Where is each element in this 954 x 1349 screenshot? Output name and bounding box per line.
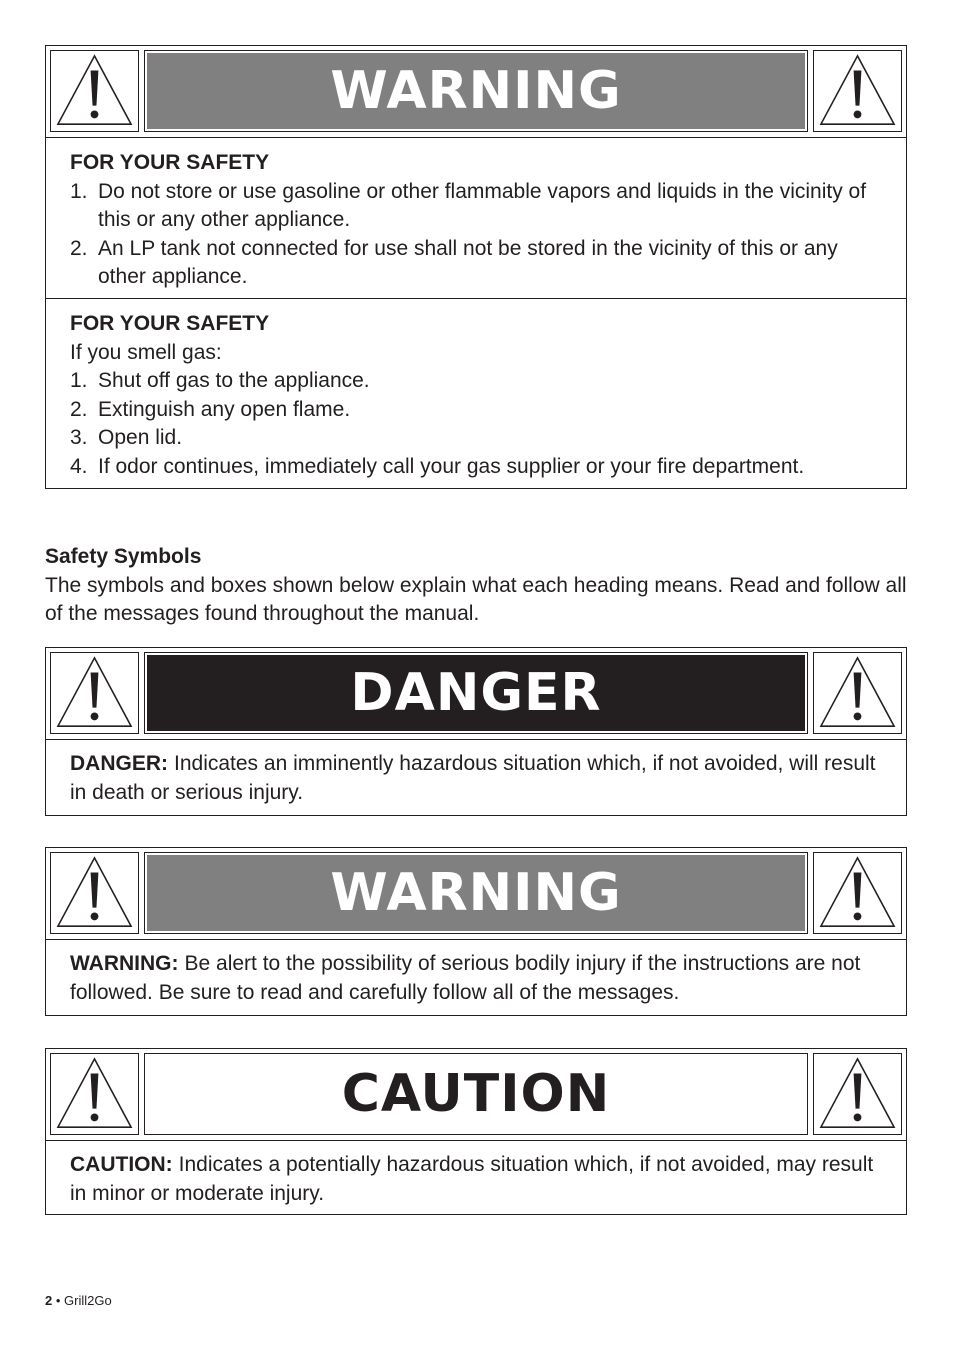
danger-label: DANGER: bbox=[70, 752, 168, 775]
safety-symbols-heading: Safety Symbols bbox=[45, 545, 202, 568]
warning-triangle-icon bbox=[50, 652, 139, 734]
warning-title: WARNING bbox=[330, 61, 622, 121]
list-item: 1. Do not store or use gasoline or other flammable vapors and liquids in the vicinity of this or any other appliance. bbox=[70, 179, 867, 231]
gas-smell-list bbox=[70, 367, 882, 481]
safety-symbols-body: The symbols and boxes shown below explain what each heading means. Read and follow all of the messages found throughout the manual. bbox=[45, 573, 907, 625]
danger-banner bbox=[46, 648, 906, 740]
caution-description bbox=[46, 1141, 906, 1218]
warning-text: Be alert to the possibility of serious bodily injury if the instructions are not followed. Be sure to read and carefully follow all of the messages. bbox=[70, 952, 861, 1004]
warning-label: WARNING: bbox=[70, 952, 179, 975]
danger-title: DANGER bbox=[350, 663, 602, 723]
safety-section-storage bbox=[46, 138, 906, 298]
warning-title-cell bbox=[144, 852, 808, 934]
section-intro: If you smell gas: bbox=[70, 340, 222, 364]
list-item: 2. An LP tank not connected for use shall not be stored in the vicinity of this or any other appliance. bbox=[70, 236, 838, 288]
warning-triangle-icon bbox=[813, 852, 902, 934]
warning-triangle-icon bbox=[50, 1053, 139, 1135]
list-item: 4. If odor continues, immediately call your gas supplier or your fire department. bbox=[70, 454, 805, 478]
warning-triangle-icon bbox=[813, 50, 902, 132]
section-heading: FOR YOUR SAFETY bbox=[70, 151, 270, 174]
product-name: Grill2Go bbox=[64, 1293, 112, 1308]
caution-title: CAUTION bbox=[341, 1064, 611, 1124]
list-item: 3. Open lid. bbox=[70, 426, 183, 449]
caution-text: Indicates a potentially hazardous situation which, if not avoided, may result in minor or moderate injury. bbox=[70, 1153, 874, 1205]
caution-banner bbox=[46, 1049, 906, 1141]
footer-separator: • bbox=[55, 1293, 61, 1308]
warning-title-cell bbox=[144, 50, 808, 132]
caution-box bbox=[45, 1048, 907, 1215]
warning-triangle-icon bbox=[813, 1053, 902, 1135]
safety-section-gas-smell bbox=[46, 298, 906, 493]
caution-label: CAUTION: bbox=[70, 1153, 173, 1176]
warning-safety-box bbox=[45, 45, 907, 489]
danger-box bbox=[45, 647, 907, 816]
warning-banner bbox=[46, 848, 906, 940]
danger-title-cell bbox=[144, 652, 808, 734]
warning-triangle-icon bbox=[50, 852, 139, 934]
warning-triangle-icon bbox=[813, 652, 902, 734]
warning-banner bbox=[46, 46, 906, 138]
warning-description bbox=[46, 940, 906, 1017]
list-item: 1. Shut off gas to the appliance. bbox=[70, 369, 370, 392]
warning-title: WARNING bbox=[330, 863, 622, 923]
warning-triangle-icon bbox=[50, 50, 139, 132]
list-item: 2. Extinguish any open flame. bbox=[70, 397, 351, 421]
danger-text: Indicates an imminently hazardous situation which, if not avoided, will result in death or serious injury. bbox=[70, 752, 876, 804]
section-heading: FOR YOUR SAFETY bbox=[70, 312, 270, 335]
page-number: 2 bbox=[45, 1293, 53, 1308]
safety-symbols-intro bbox=[45, 543, 907, 629]
danger-description bbox=[46, 740, 906, 817]
storage-list bbox=[70, 178, 882, 292]
warning-box bbox=[45, 847, 907, 1016]
page-footer bbox=[45, 1293, 112, 1308]
caution-title-cell bbox=[144, 1053, 808, 1135]
